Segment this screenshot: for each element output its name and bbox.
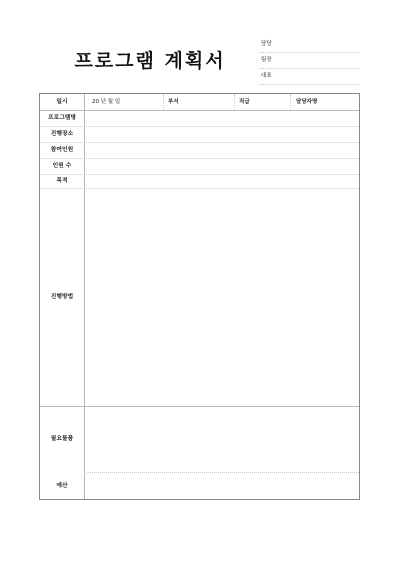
row-divider xyxy=(40,158,359,159)
row-divider xyxy=(40,142,359,143)
row-divider xyxy=(40,406,359,407)
row-divider xyxy=(84,472,359,473)
supplies-label: 필요물품 xyxy=(50,436,74,442)
header-divider xyxy=(290,94,291,110)
purpose-label: 목적 xyxy=(56,178,68,184)
document-title: 프로그램 계획서 xyxy=(74,50,226,72)
dept-label: 부서 xyxy=(168,99,179,105)
headcount-label: 인원 수 xyxy=(52,163,72,169)
location-label: 진행장소 xyxy=(50,131,74,137)
approval-row-team-leader: 팀장 xyxy=(259,53,360,69)
date-value[interactable]: 20 년 월 일 xyxy=(92,99,121,105)
header-divider xyxy=(234,94,235,110)
date-label: 일시 xyxy=(56,99,68,105)
approval-row-ceo: 대표 xyxy=(259,69,360,85)
approval-box xyxy=(259,37,360,85)
program-name-label: 프로그램명 xyxy=(48,115,76,121)
header-divider xyxy=(163,94,164,110)
plan-form-table xyxy=(39,93,360,500)
rank-label: 직급 xyxy=(239,99,250,105)
manager-label: 담당자명 xyxy=(296,99,318,105)
approval-row-staff: 담당 xyxy=(259,37,360,53)
row-divider xyxy=(40,110,359,111)
method-label: 진행방법 xyxy=(50,294,74,300)
budget-label: 예산 xyxy=(56,483,68,489)
row-divider xyxy=(40,174,359,175)
row-divider xyxy=(40,188,359,189)
participants-label: 참여인원 xyxy=(50,147,74,153)
row-divider xyxy=(40,126,359,127)
